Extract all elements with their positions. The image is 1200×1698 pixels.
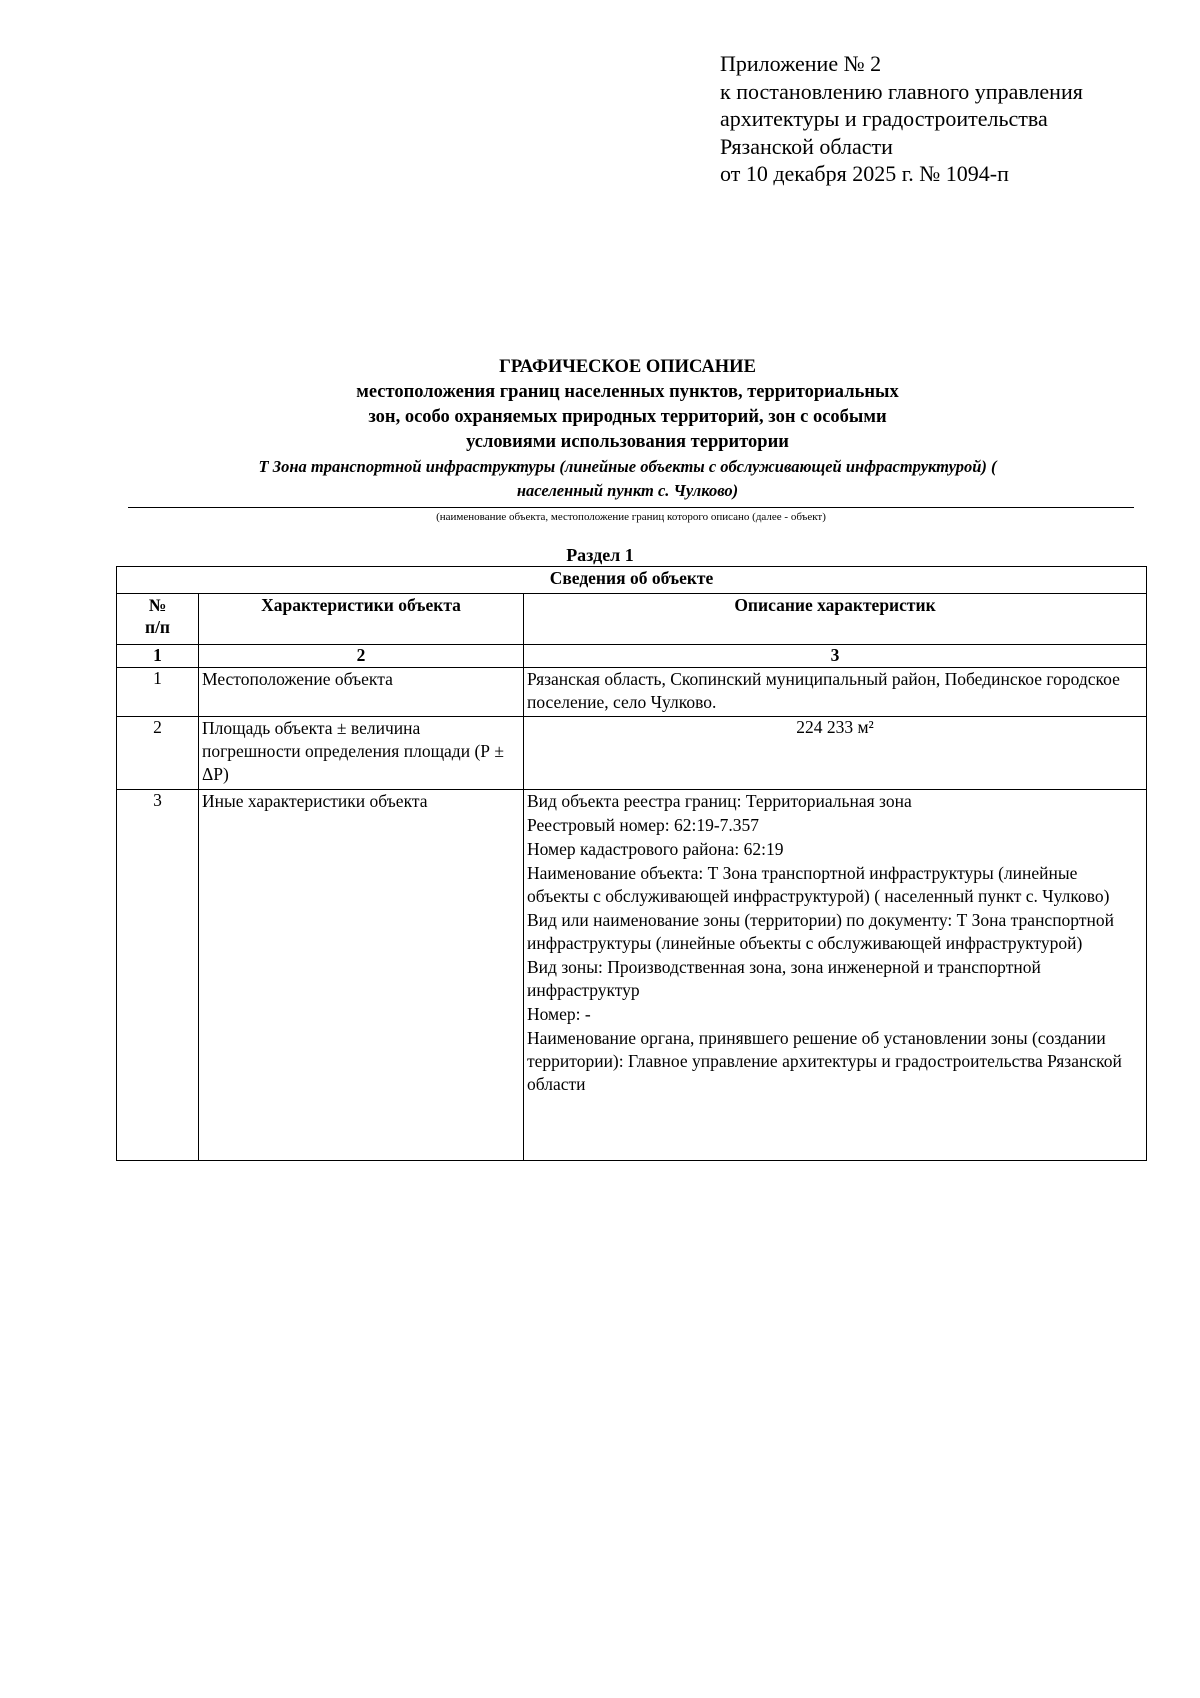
table-row bbox=[117, 668, 1147, 717]
object-name-line: населенный пункт с. Чулково) bbox=[516, 481, 739, 500]
table-row bbox=[117, 790, 1147, 1161]
table-header-row bbox=[117, 594, 1147, 645]
row-number: 2 bbox=[117, 717, 199, 790]
appendix-line: Приложение № 2 bbox=[720, 51, 882, 76]
column-number: 2 bbox=[199, 645, 524, 668]
row-characteristic: Иные характеристики объекта bbox=[199, 790, 524, 1161]
row-description: 224 233 м² bbox=[524, 717, 1147, 790]
detail-line: Реестровый номер: 62:19-7.357 bbox=[527, 815, 760, 835]
row-characteristic: Площадь объекта ± величина погрешности определения площади (Р ± ΔР) bbox=[199, 717, 524, 790]
header-number-line2: п/п bbox=[144, 617, 171, 637]
detail-line: Вид объекта реестра границ: Территориальная зона bbox=[527, 791, 912, 811]
document-title-block bbox=[120, 355, 1135, 503]
document-title: ГРАФИЧЕСКОЕ ОПИСАНИЕ bbox=[499, 357, 756, 377]
row-description bbox=[524, 790, 1147, 1161]
document-subtitle-line: зон, особо охраняемых природных территорий, зон с особыми bbox=[368, 407, 887, 427]
table-caption-row bbox=[117, 567, 1147, 594]
column-number: 1 bbox=[117, 645, 199, 668]
object-caption: (наименование объекта, местоположение границ которого описано (далее - объект) bbox=[436, 511, 826, 523]
document-subtitle-line: условиями использования территории bbox=[466, 432, 789, 452]
column-number: 3 bbox=[524, 645, 1147, 668]
table-caption: Сведения об объекте bbox=[117, 567, 1147, 594]
header-number-line1: № bbox=[148, 595, 167, 615]
detail-line: Наименование органа, принявшего решение об установлении зоны (создании территории): Главное управление архитектуры и градостроительства Рязанской области bbox=[527, 1028, 1122, 1094]
appendix-line: архитектуры и градостроительства bbox=[720, 106, 1048, 131]
detail-line: Наименование объекта: Т Зона транспортной инфраструктуры (линейные объекты с обслуживающей инфраструктурой) ( населенный пункт с. Чулково) bbox=[527, 863, 1110, 906]
column-number-row bbox=[117, 645, 1147, 668]
appendix-block bbox=[720, 50, 1083, 188]
row-characteristic: Местоположение объекта bbox=[199, 668, 524, 717]
document-subtitle-line: местоположения границ населенных пунктов, территориальных bbox=[356, 382, 899, 402]
appendix-line: к постановлению главного управления bbox=[720, 78, 1083, 104]
header-characteristics: Характеристики объекта bbox=[199, 594, 524, 645]
detail-line: Номер: - bbox=[527, 1004, 591, 1024]
object-name-line: Т Зона транспортной инфраструктуры (линейные объекты с обслуживающей инфраструктурой) ( bbox=[258, 457, 997, 476]
row-description: Рязанская область, Скопинский муниципальный район, Побединское городское поселение, село Чулково. bbox=[524, 668, 1147, 717]
appendix-line: от 10 декабря 2025 г. № 1094-п bbox=[720, 161, 1009, 186]
header-number bbox=[117, 594, 199, 645]
detail-line: Вид или наименование зоны (территории) по документу: Т Зона транспортной инфраструктуры (линейные объекты с обслуживающей инфраструктурой) bbox=[527, 910, 1114, 953]
row-number: 1 bbox=[117, 668, 199, 717]
appendix-line: Рязанской области bbox=[720, 133, 893, 159]
table-row bbox=[117, 717, 1147, 790]
header-description: Описание характеристик bbox=[524, 594, 1147, 645]
detail-line: Вид зоны: Производственная зона, зона инженерной и транспортной инфраструктур bbox=[527, 957, 1041, 1000]
row-number: 3 bbox=[117, 790, 199, 1161]
section-label: Раздел 1 bbox=[566, 545, 634, 565]
object-info-table bbox=[116, 566, 1147, 1161]
detail-line: Номер кадастрового района: 62:19 bbox=[527, 839, 784, 859]
title-underline bbox=[128, 507, 1134, 508]
